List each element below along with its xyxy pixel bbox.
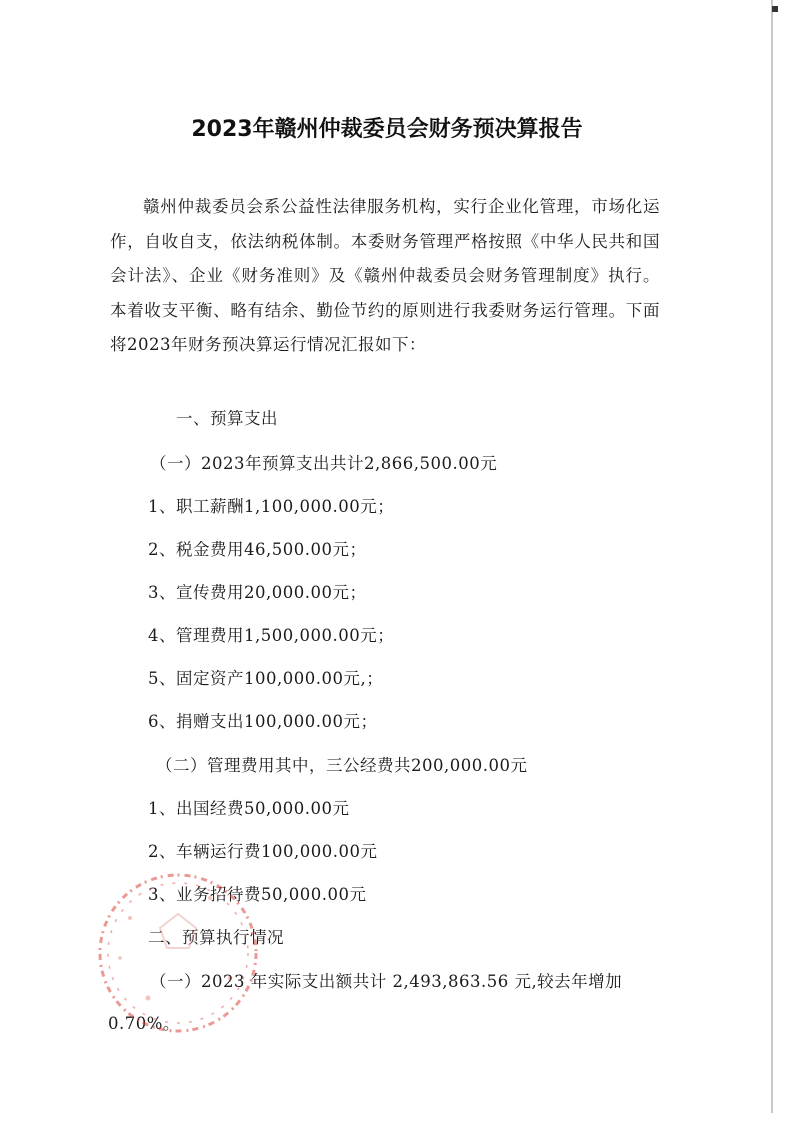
budget-item: 5、固定资产100,000.00元,；	[148, 669, 384, 688]
three-public-item: 2、车辆运行费100,000.00元	[148, 842, 378, 861]
budget-item: 2、税金费用46,500.00元；	[148, 540, 367, 559]
subsection-1-1-heading: （一）2023年预算支出共计2,866,500.00元	[150, 454, 498, 473]
budget-item: 4、管理费用1,500,000.00元；	[148, 626, 395, 645]
budget-item: 3、宣传费用20,000.00元；	[148, 583, 367, 602]
section-1-heading: 一、预算支出	[176, 409, 278, 428]
scan-mark	[772, 6, 778, 12]
three-public-item: 1、出国经费50,000.00元	[148, 799, 350, 818]
budget-item: 1、职工薪酬1,100,000.00元；	[148, 497, 395, 516]
subsection-1-2-heading: （二）管理费用其中，三公经费共200,000.00元	[156, 756, 528, 775]
three-public-item: 3、业务招待费50,000.00元	[148, 885, 367, 904]
execution-line-1: （一）2023 年实际支出额共计 2,493,863.56 元,较去年增加	[150, 972, 623, 991]
intro-paragraph: 赣州仲裁委员会系公益性法律服务机构，实行企业化管理，市场化运作，自收自支，依法纳税体制。本委财务管理严格按照《中华人民共和国会计法》、企业《财务准则》及《赣州仲裁委员会财务管理制度》执行。本着收支平衡、略有结余、勤俭节约的原则进行我委财务运行管理。下面将2023年财务预决算运行情况汇报如下：	[110, 197, 660, 354]
section-2-heading: 二、预算执行情况	[148, 928, 284, 947]
page-title: 2023年赣州仲裁委员会财务预决算报告	[191, 117, 583, 142]
budget-item: 6、捐赠支出100,000.00元；	[148, 712, 378, 731]
page-edge-line	[771, 0, 773, 1113]
execution-line-2: 0.70%。	[108, 1014, 180, 1033]
